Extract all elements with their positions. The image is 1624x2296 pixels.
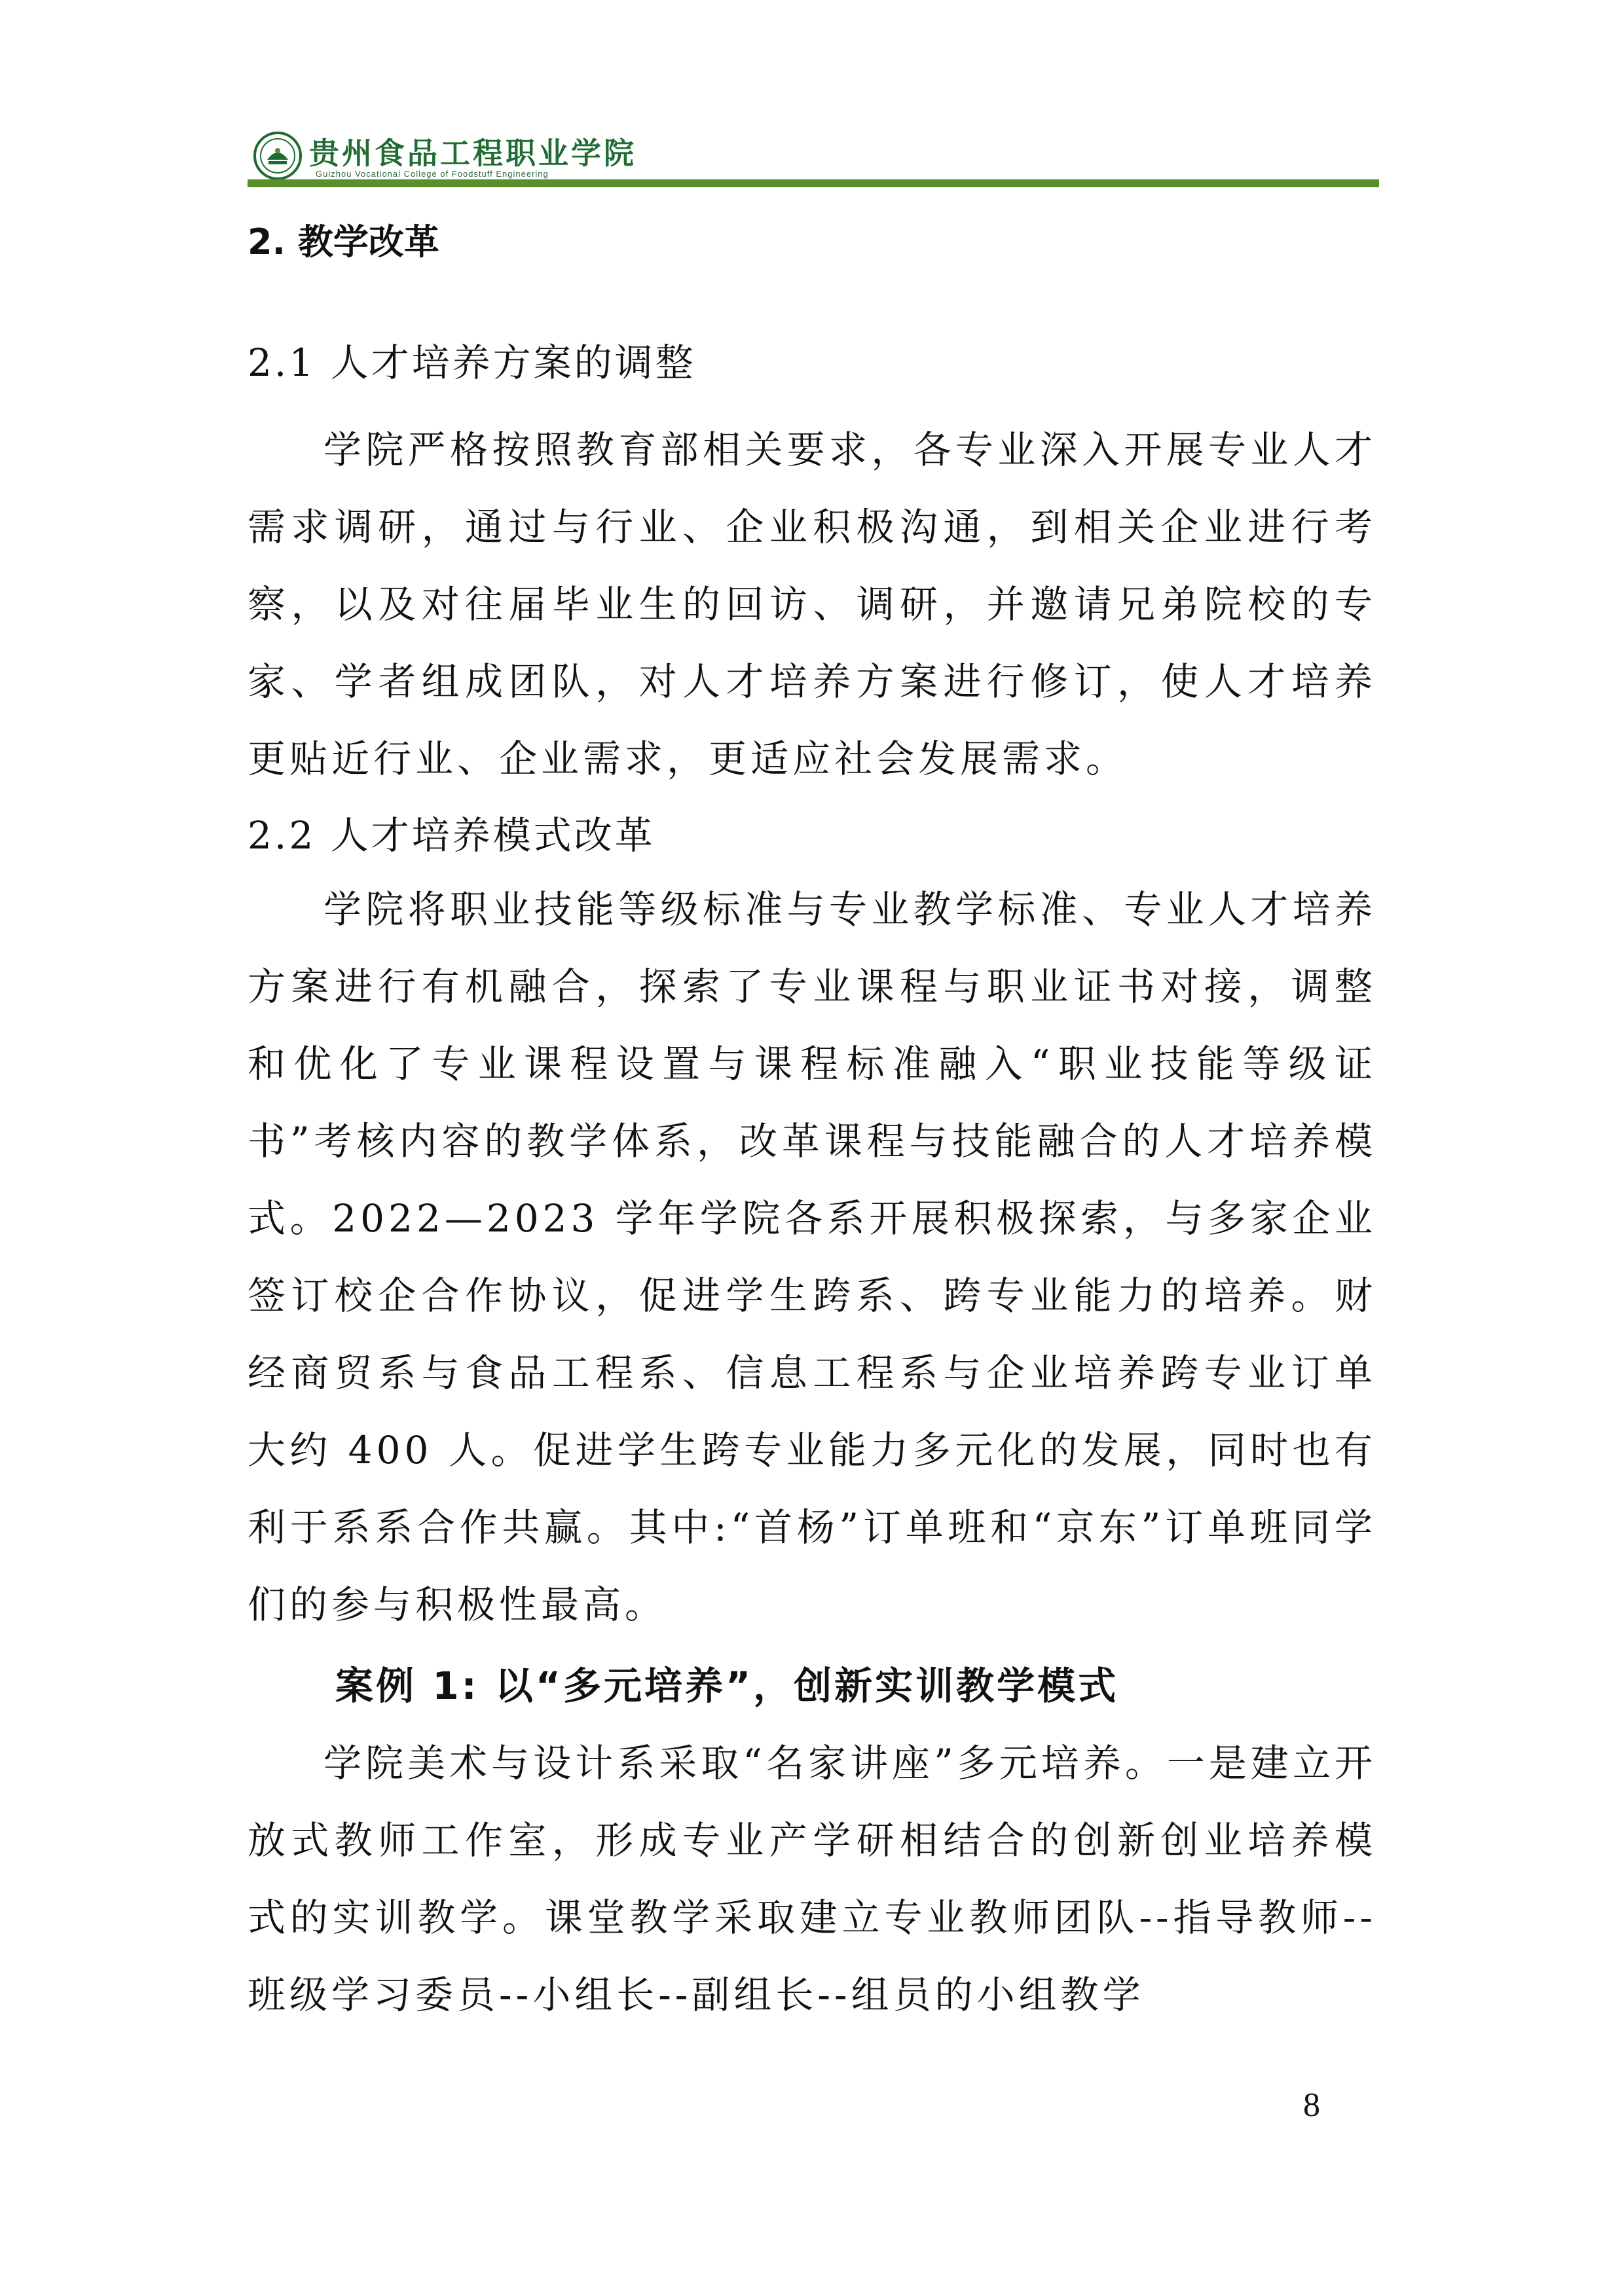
college-emblem-icon bbox=[253, 131, 303, 181]
paragraph-case-1: 学院美术与设计系采取“名家讲座”多元培养。一是建立开放式教师工作室，形成专业产学研相结合的创新创业培养模式的实训教学。课堂教学采取建立专业教师团队--指导教师--班级学习委员--小组长--副组长--组员的小组教学 bbox=[248, 1741, 1376, 2017]
section-title: 2. 教学改革 bbox=[248, 221, 439, 263]
college-name-en: Guizhou Vocational College of Foodstuff Engineering bbox=[316, 169, 549, 179]
header-divider bbox=[248, 179, 1379, 187]
college-name-cn: 贵州食品工程职业学院 bbox=[309, 136, 637, 171]
subsection-heading-2-1: 2.1 人才培养方案的调整 bbox=[248, 340, 696, 385]
paragraph-training-mode: 学院将职业技能等级标准与专业教学标准、专业人才培养方案进行有机融合，探索了专业课程与职业证书对接，调整和优化了专业课程设置与课程标准融入“职业技能等级证书”考核内容的教学体系，改革课程与技能融合的人才培养模式。2022—2023 学年学院各系开展积极探索，与多家企业签订校企合作协议，促进学生跨系、跨专业能力的培养。财经商贸系与食品工程系、信息工程系与企业培养跨专业订单大约 400 人。促进学生跨专业能力多元化的发展，同时也有利于系系合作共赢。其中:“首杨”订单班和“京东”订单班同学们的参与积极性最高。 bbox=[248, 887, 1376, 1627]
paragraph-talent-plan: 学院严格按照教育部相关要求，各专业深入开展专业人才需求调研，通过与行业、企业积极沟通，到相关企业进行考察，以及对往届毕业生的回访、调研，并邀请兄弟院校的专家、学者组成团队，对人才培养方案进行修订，使人才培养更贴近行业、企业需求，更适应社会发展需求。 bbox=[248, 428, 1376, 781]
subsection-heading-2-2: 2.2 人才培养模式改革 bbox=[248, 813, 655, 858]
page-header bbox=[248, 126, 1379, 191]
page-number: 8 bbox=[1303, 2086, 1320, 2124]
case-title: 案例 1: 以“多元培养”，创新实训教学模式 bbox=[335, 1664, 1119, 1708]
